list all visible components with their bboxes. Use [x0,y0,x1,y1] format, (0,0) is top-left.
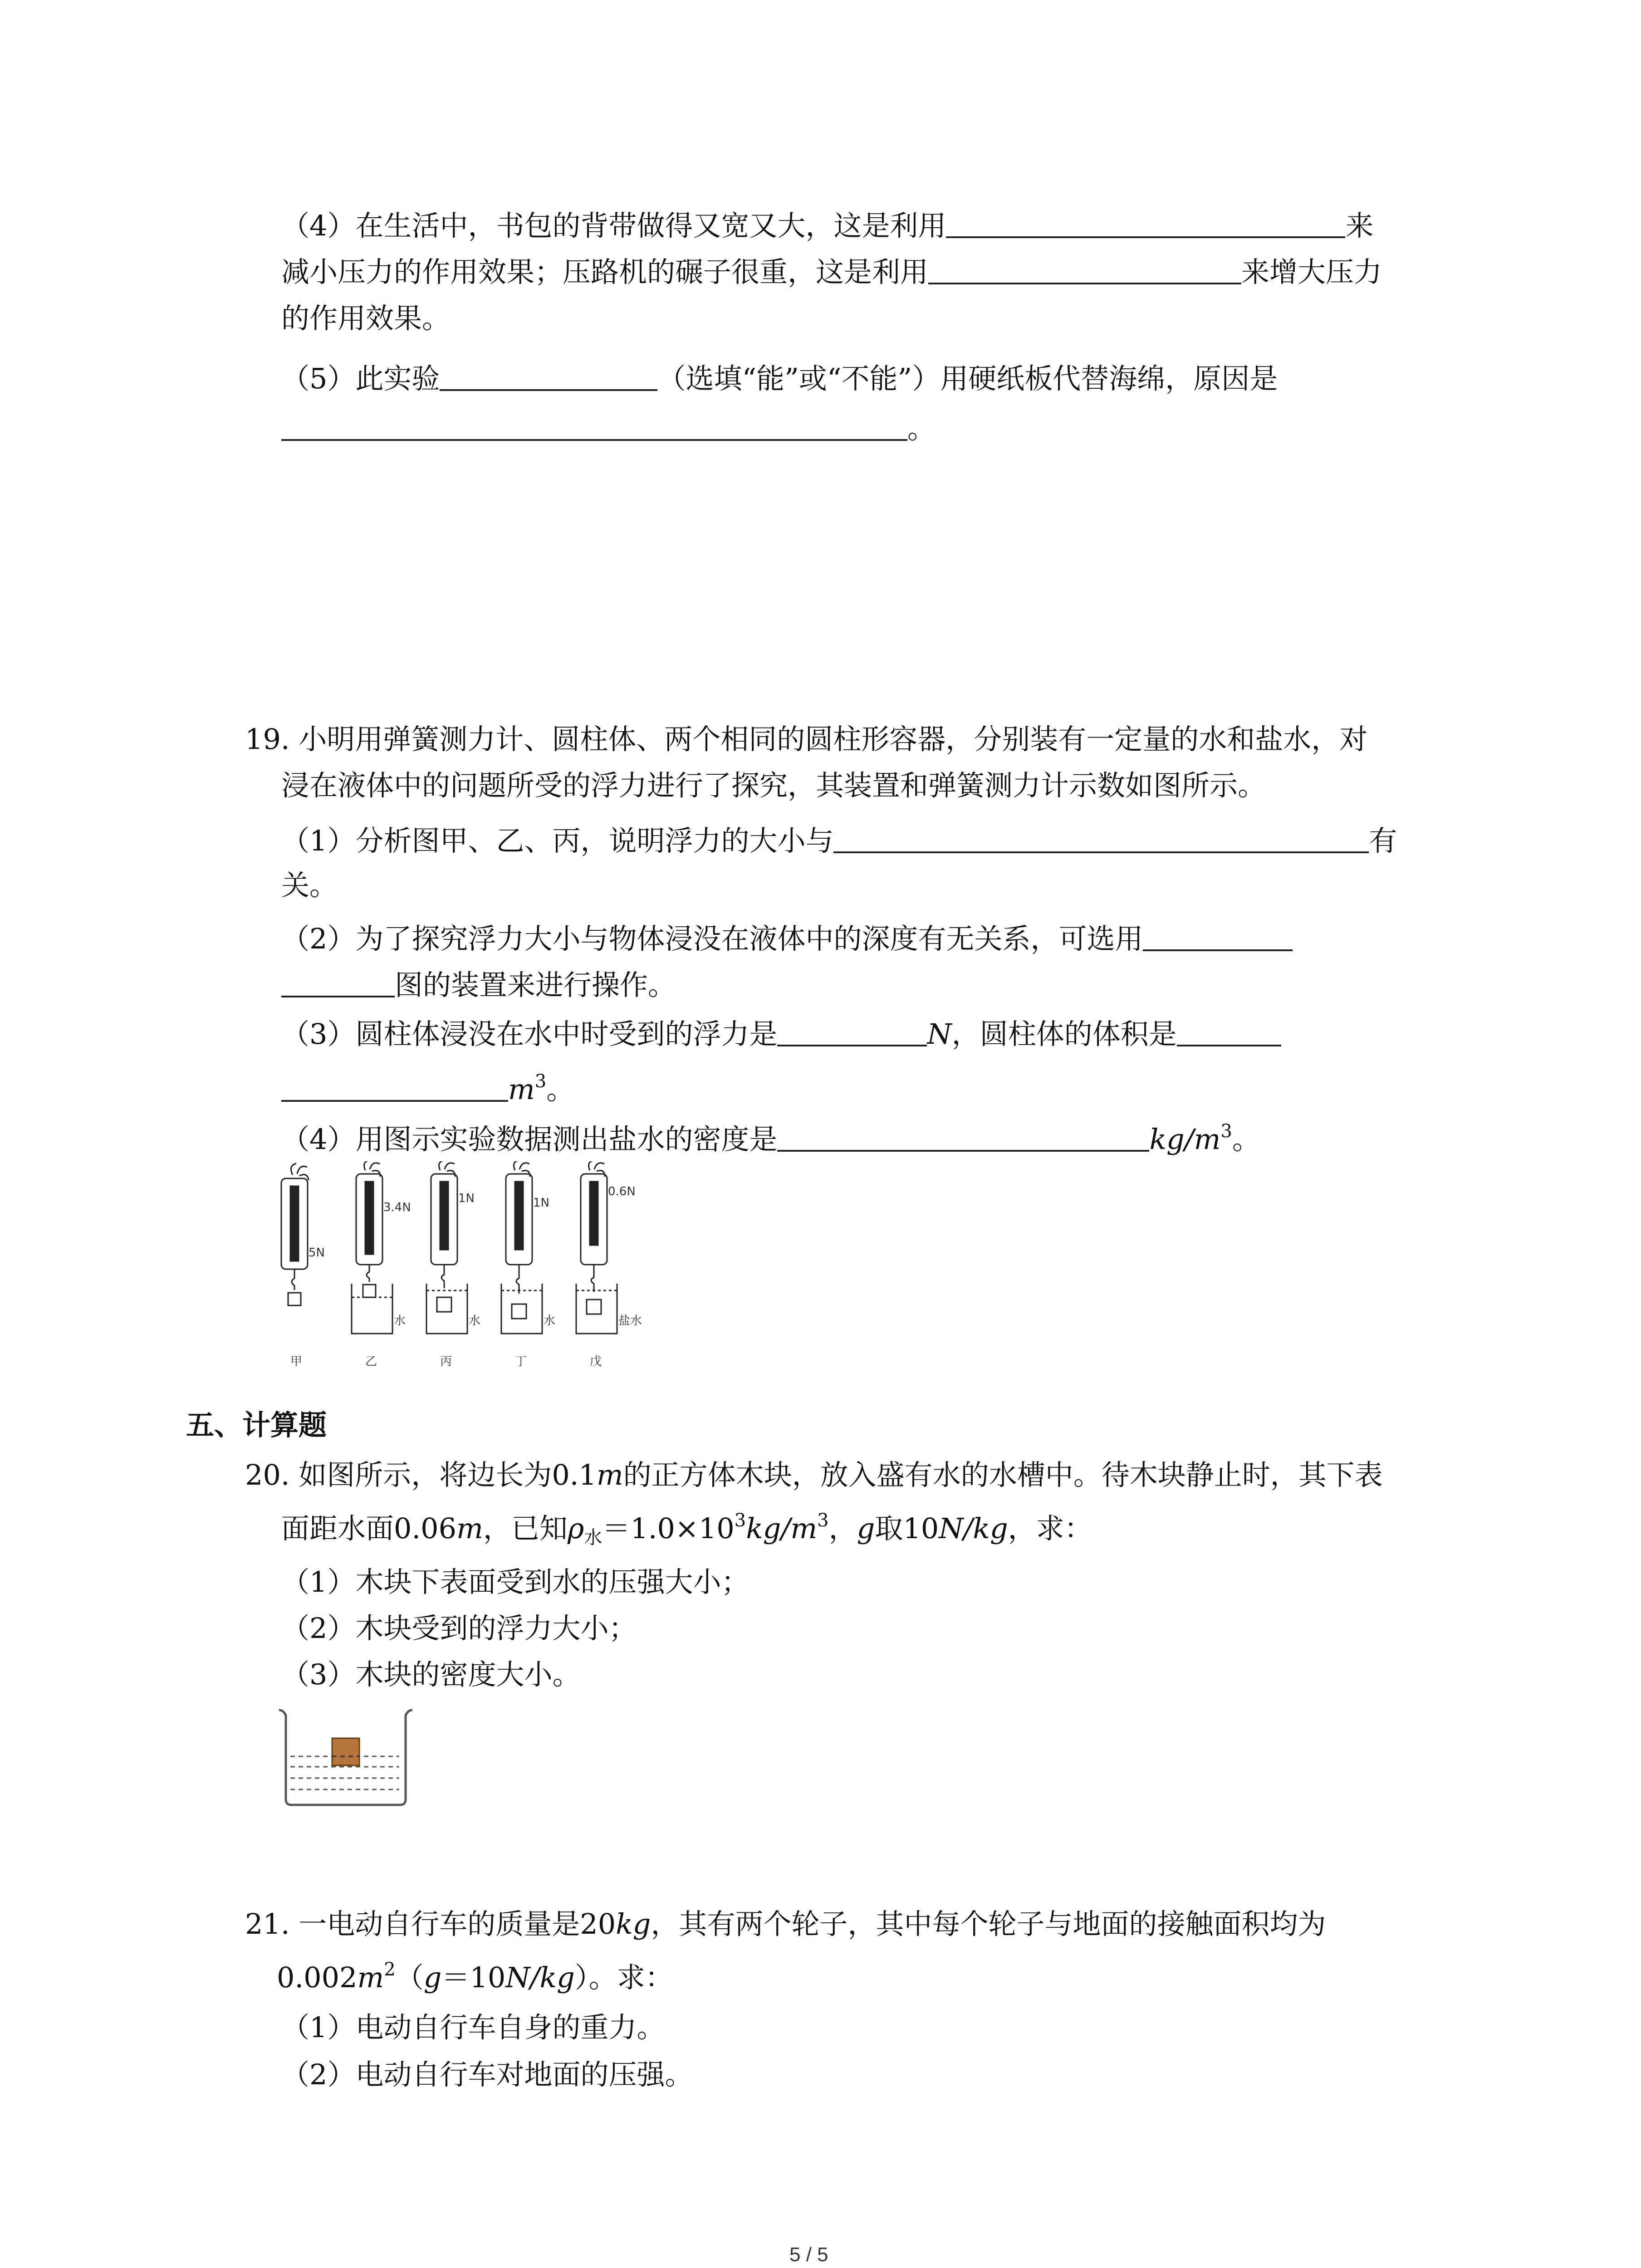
answer-blank[interactable] [833,823,1369,853]
liquid-label-wu: 盐水 [618,1314,642,1328]
q18-part4-line1: （4）在生活中，书包的背带做得又宽又大，这是利用 来 [281,209,1374,242]
q21-sub1: （1）电动自行车自身的重力。 [281,2011,665,2044]
reading-jia: 5N [309,1246,325,1260]
q19-part1-line1: （1）分析图甲、乙、丙，说明浮力的大小与 有 [281,824,1397,857]
q18-part4-line3: 的作用效果。 [281,302,451,335]
q19-part3-line2: $m^3$。 [281,1071,574,1108]
answer-blank[interactable] [777,1122,1149,1152]
q20-sub1: （1）木块下表面受到水的压强大小； [281,1565,749,1598]
q20-sub2: （2）木块受到的浮力大小； [281,1612,637,1645]
caption-wu: 戊 [590,1355,602,1369]
q19-part2-line2: 图的装置来进行操作。 [281,967,676,1003]
scale-yi [352,1161,392,1334]
scale-jia [281,1163,309,1305]
answer-blank[interactable] [1143,921,1293,951]
q18-part4-line2: 减小压力的作用效果；压路机的碾子很重，这是利用 来增大压力 [281,255,1382,288]
caption-yi: 乙 [365,1355,377,1369]
caption-jia: 甲 [290,1355,303,1369]
q19-intro-line1: 19. 小明用弹簧测力计、圆柱体、两个相同的圆柱形容器，分别装有一定量的水和盐水，对 [245,723,1368,756]
q21-line2: $0.002m^2(g=10N/kg)$。求： [277,1959,673,1994]
answer-blank[interactable] [946,208,1345,238]
q21-sub2: （2）电动自行车对地面的压强。 [281,2058,693,2091]
q18-part5-line1: （5）此实验 （选填“能”或“不能”）用硬纸板代替海绵，原因是 [281,362,1278,395]
water-tank-figure [277,1706,413,1810]
answer-blank[interactable] [281,411,907,441]
reading-yi: 3.4N [383,1201,411,1214]
answer-blank[interactable] [281,968,395,997]
q18-part5-line2: 。 [281,411,936,447]
liquid-label-ding: 水 [544,1314,556,1328]
liquid-label-bing: 水 [469,1314,481,1328]
scale-bing [426,1161,467,1334]
answer-blank[interactable] [281,1072,508,1102]
reading-wu: 0.6N [608,1185,636,1198]
q20-line2: 面距水面0.06m，已知$\rho_水=1.0\times 10^3kg/m^3$，g取10N/kg，求： [281,1510,1092,1548]
q19-intro-line2: 浸在液体中的问题所受的浮力进行了探究，其装置和弹簧测力计示数如图所示。 [281,769,1266,802]
spring-scale-figure [272,1161,681,1379]
page-number: 5 / 5 [789,2244,828,2266]
reading-bing: 1N [458,1192,475,1205]
answer-blank[interactable] [440,361,657,391]
q19-part2-line1: （2）为了探究浮力大小与物体浸没在液体中的深度有无关系，可选用 [281,921,1293,957]
liquid-label-yi: 水 [394,1314,406,1328]
q19-part4-line: （4）用图示实验数据测出盐水的密度是 $kg/m^3$。 [281,1121,1260,1156]
q19-part1-line2: 关。 [281,869,338,902]
section-heading: 五、计算题 [186,1408,327,1442]
answer-blank[interactable] [1177,1017,1281,1046]
q19-part3-line1: （3）圆柱体浸没在水中时受到的浮力是 N，圆柱体的体积是 [281,1016,1281,1052]
wooden-block [332,1738,359,1765]
q21-line1: 21. 一电动自行车的质量是20kg，其有两个轮子，其中每个轮子与地面的接触面积均为 [245,1907,1326,1941]
answer-blank[interactable] [777,1017,927,1046]
scale-ding [501,1161,542,1334]
caption-bing: 丙 [440,1355,452,1369]
answer-blank[interactable] [928,254,1241,284]
reading-ding: 1N [533,1196,549,1210]
caption-ding: 丁 [515,1355,527,1369]
q20-line1: 20. 如图所示，将边长为0.1m的正方体木块，放入盛有水的水槽中。待木块静止时，其下表 [245,1458,1383,1491]
q20-sub3: （3）木块的密度大小。 [281,1658,581,1691]
